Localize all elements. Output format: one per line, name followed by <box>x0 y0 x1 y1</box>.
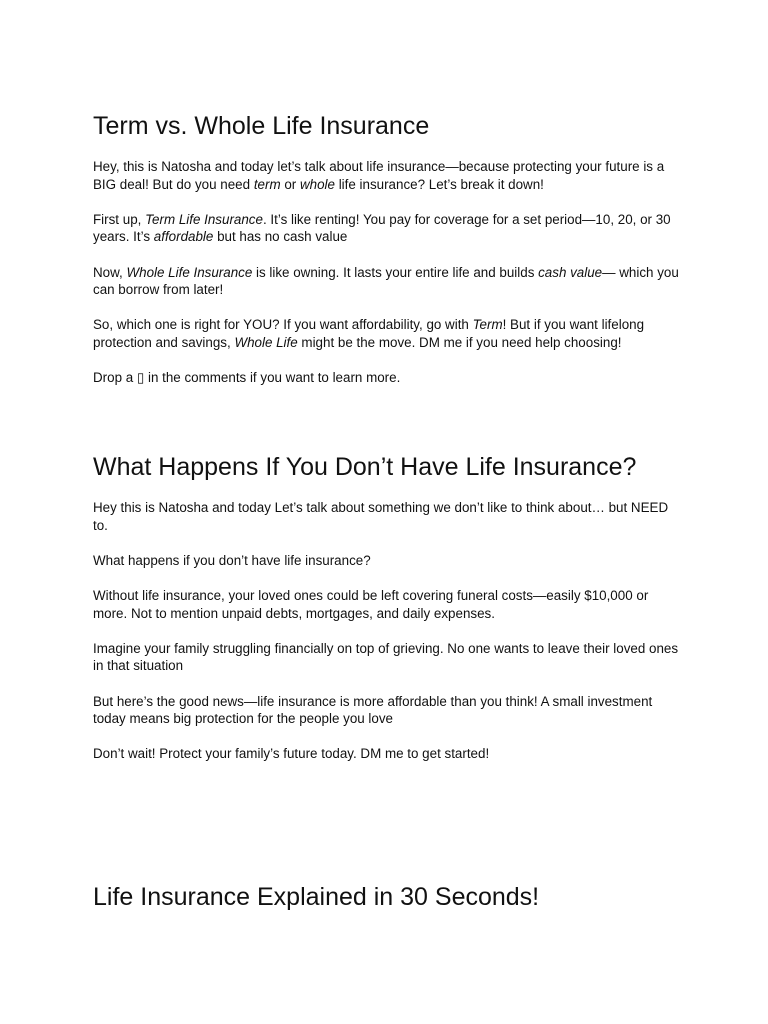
section-title: Life Insurance Explained in 30 Seconds! <box>93 883 540 911</box>
section-body <box>93 499 683 763</box>
section-title: Term vs. Whole Life Insurance <box>93 112 430 140</box>
paragraph: So, which one is right for YOU? If you want affordability, go with Term! But if you want lifelong protection and savings, Whole Life might be the move. DM me if you need help choosing! <box>93 317 645 350</box>
paragraph: Imagine your family struggling financially on top of grieving. No one wants to leave their loved ones in that situation <box>93 640 679 674</box>
paragraph: Drop a ▯ in the comments if you want to learn more. <box>93 370 401 386</box>
section-explained-30-seconds <box>93 882 683 912</box>
section-title: What Happens If You Don’t Have Life Insurance? <box>93 453 637 481</box>
paragraph: Hey, this is Natosha and today let’s talk about life insurance—because protecting your future is a BIG deal! But do you need term or whole life insurance? Let’s break it down! <box>93 159 665 192</box>
paragraph: But here’s the good news—life insurance is more affordable than you think! A small investment today means big protection for the people you love <box>93 693 653 727</box>
emphasis-text: affordable <box>153 229 214 245</box>
emphasis-text: Term Life Insurance <box>145 211 263 227</box>
emphasis-text: term <box>253 176 281 192</box>
paragraph: Don’t wait! Protect your family’s future today. DM me to get started! <box>93 746 490 762</box>
paragraph: First up, Term Life Insurance. It’s like renting! You pay for coverage for a set period—10, 20, or 30 years. It’s affordable but has no cash value <box>93 211 671 245</box>
section-body <box>93 158 683 387</box>
paragraph: Now, Whole Life Insurance is like owning. It lasts your entire life and builds cash value— which you can borrow from later! <box>93 264 679 298</box>
paragraph: Without life insurance, your loved ones could be left covering funeral costs—easily $10,000 or more. Not to mention unpaid debts, mortgages, and daily expenses. <box>93 587 649 621</box>
emphasis-text: Whole Life Insurance <box>126 264 253 280</box>
emphasis-text: Term <box>472 317 503 333</box>
emphasis-text: whole <box>299 176 335 192</box>
emphasis-text: Whole Life <box>234 334 298 350</box>
section-no-life-insurance <box>93 452 683 763</box>
paragraph: Hey this is Natosha and today Let’s talk about something we don’t like to think about… but NEED to. <box>93 500 669 533</box>
section-term-vs-whole <box>93 111 683 387</box>
paragraph: What happens if you don’t have life insurance? <box>93 552 371 568</box>
emphasis-text: cash value <box>538 264 603 280</box>
